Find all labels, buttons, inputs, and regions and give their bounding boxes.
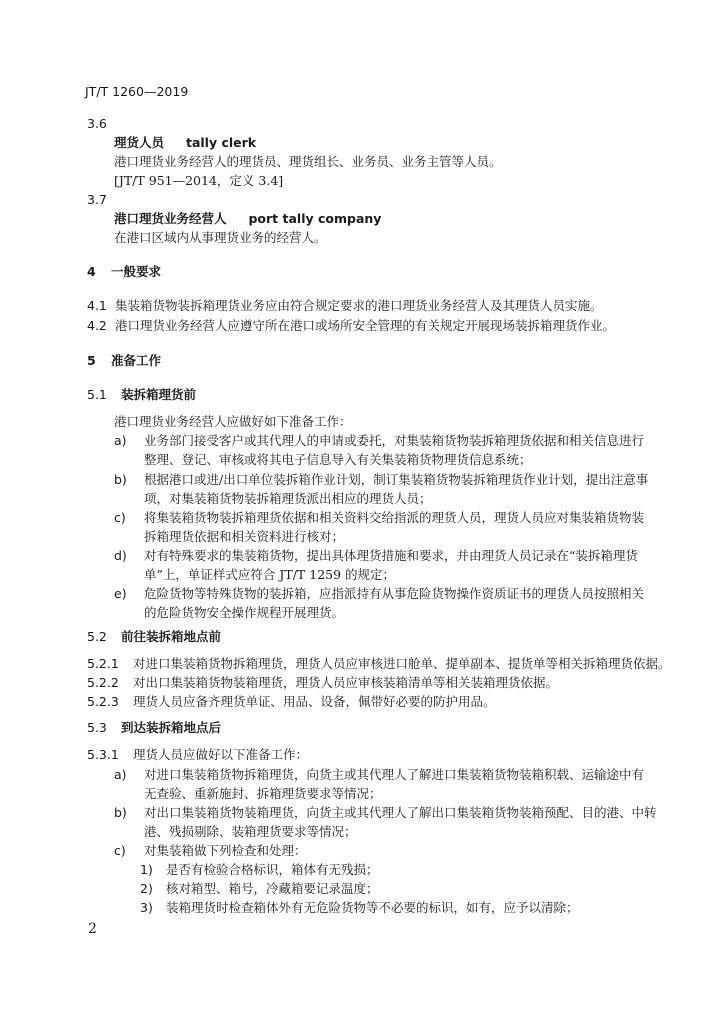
sub-list-text: 是否有检验合格标识，箱体有无残损；	[166, 862, 379, 877]
subsection-heading	[87, 629, 221, 645]
subsection-heading	[87, 387, 196, 403]
document-code: JT/T 1260—2019	[85, 84, 189, 99]
clause-number: 5.2.3	[87, 694, 119, 709]
term-source: [JT/T 951—2014，定义 3.4]	[114, 173, 284, 188]
subsection-title: 前往装拆箱地点前	[121, 629, 222, 644]
clause	[87, 656, 671, 672]
term-en: tally clerk	[185, 135, 257, 150]
list-item	[114, 843, 307, 859]
subsection-title: 到达装拆箱地点后	[121, 720, 222, 735]
clause-text: 对进口集装箱货物拆箱理货，理货人员应审核进口舱单、提单副本、提货单等相关拆箱理货依据。	[133, 656, 671, 671]
section-heading	[87, 353, 161, 369]
clause-number: 5.3.1	[87, 747, 119, 762]
list-text: 业务部门接受客户或其代理人的申请或委托，对集装箱货物装拆箱理货依据和相关信息进行	[144, 433, 645, 448]
sub-list-marker: 1)	[140, 862, 153, 877]
term-zh: 港口理货业务经营人	[114, 211, 227, 226]
term-en: port tally company	[248, 211, 382, 226]
term-number: 3.7	[87, 192, 107, 207]
list-text: 对出口集装箱货物装箱理货，向货主或其代理人了解出口集装箱货物装箱预配、目的港、中转	[144, 805, 657, 820]
term-definition: 港口理货业务经营人的理货员、理货组长、业务员、业务主管等人员。	[114, 154, 502, 169]
list-marker: b)	[114, 472, 127, 487]
list-text: 对集装箱做下列检查和处理：	[144, 843, 307, 858]
list-item	[114, 433, 644, 449]
clause	[87, 747, 308, 763]
term-heading	[114, 211, 381, 227]
subsection-number: 5.2	[87, 629, 107, 644]
subsection-heading	[87, 720, 221, 736]
clause	[87, 298, 603, 314]
sub-list-item	[140, 881, 379, 897]
sub-list-marker: 3)	[140, 900, 153, 915]
list-item-continued: 项，对集装箱货物装拆箱理货派出相应的理货人员；	[144, 491, 432, 506]
list-item-continued: 的危险货物安全操作规程开展理货。	[144, 605, 345, 620]
list-marker: e)	[114, 586, 127, 601]
clause-text: 对出口集装箱货物装箱理货，理货人员应审核装箱清单等相关装箱理货依据。	[133, 675, 559, 690]
list-item	[114, 586, 644, 602]
list-item-continued: 港、残损剔除、装箱理货要求等情况；	[144, 824, 357, 839]
clause-text: 港口理货业务经营人应遵守所在港口或场所安全管理的有关规定开展现场装拆箱理货作业。	[115, 318, 616, 333]
sub-list-item	[140, 862, 379, 878]
section-title: 准备工作	[111, 353, 162, 368]
section-number: 4	[87, 264, 96, 279]
list-item	[114, 767, 644, 783]
list-text: 对有特殊要求的集装箱货物，提出具体理货措施和要求，并由理货人员记录在“装拆箱理货	[144, 548, 638, 563]
section-number: 5	[87, 353, 96, 368]
list-marker: c)	[114, 843, 126, 858]
term-number: 3.6	[87, 116, 107, 131]
list-marker: a)	[114, 433, 127, 448]
subsection-number: 5.3	[87, 720, 107, 735]
list-text: 危险货物等特殊货物的装拆箱，应指派持有从事危险货物操作资质证书的理货人员按照相关	[144, 586, 645, 601]
clause-text: 集装箱货物装拆箱理货业务应由符合规定要求的港口理货业务经营人及其理货人员实施。	[115, 298, 603, 313]
list-text: 将集装箱货物装拆箱理货依据和相关资料交给指派的理货人员，理货人员应对集装箱货物装	[144, 510, 645, 525]
list-marker: d)	[114, 548, 127, 563]
clause-number: 5.2.2	[87, 675, 119, 690]
list-item-continued: 拆箱理货依据和相关资料进行核对；	[144, 529, 345, 544]
list-item	[114, 472, 648, 488]
sub-list-text: 核对箱型、箱号，冷藏箱要记录温度；	[166, 881, 379, 896]
list-marker: b)	[114, 805, 127, 820]
sub-list-text: 装箱理货时检查箱体外有无危险货物等不必要的标识，如有，应予以清除；	[166, 900, 579, 915]
list-text: 根据港口或进/出口单位装拆箱作业计划，制订集装箱货物装拆箱理货作业计划，提出注意事	[144, 472, 649, 487]
sub-list-marker: 2)	[140, 881, 153, 896]
term-zh: 理货人员	[114, 135, 165, 150]
subsection-title: 装拆箱理货前	[121, 387, 197, 402]
list-item-continued: 无查验、重新施封、拆箱理货要求等情况；	[144, 786, 382, 801]
page-number: 2	[88, 921, 97, 937]
clause-number: 5.2.1	[87, 656, 119, 671]
term-heading	[114, 135, 256, 151]
paragraph: 港口理货业务经营人应做好如下准备工作：	[114, 414, 352, 429]
section-heading	[87, 264, 161, 280]
clause	[87, 675, 558, 691]
list-item-continued: 整理、登记、审核或将其电子信息导入有关集装箱货物理货信息系统；	[144, 452, 532, 467]
clause-number: 4.2	[87, 318, 107, 333]
subsection-number: 5.1	[87, 387, 107, 402]
clause	[87, 694, 496, 710]
list-marker: c)	[114, 510, 126, 525]
list-item-continued: 单”上，单证样式应符合 JT/T 1259 的规定；	[144, 567, 396, 582]
clause-text: 理货人员应做好以下准备工作：	[133, 747, 309, 762]
clause-text: 理货人员应备齐理货单证、用品、设备，佩带好必要的防护用品。	[133, 694, 496, 709]
clause-number: 4.1	[87, 298, 107, 313]
term-definition: 在港口区域内从事理货业务的经营人。	[114, 230, 327, 245]
clause	[87, 318, 615, 334]
section-title: 一般要求	[111, 264, 162, 279]
sub-list-item	[140, 900, 579, 916]
list-item	[114, 548, 638, 564]
list-item	[114, 805, 657, 821]
list-text: 对进口集装箱货物拆箱理货，向货主或其代理人了解进口集装箱货物装箱积载、运输途中有	[144, 767, 645, 782]
list-marker: a)	[114, 767, 127, 782]
list-item	[114, 510, 644, 526]
